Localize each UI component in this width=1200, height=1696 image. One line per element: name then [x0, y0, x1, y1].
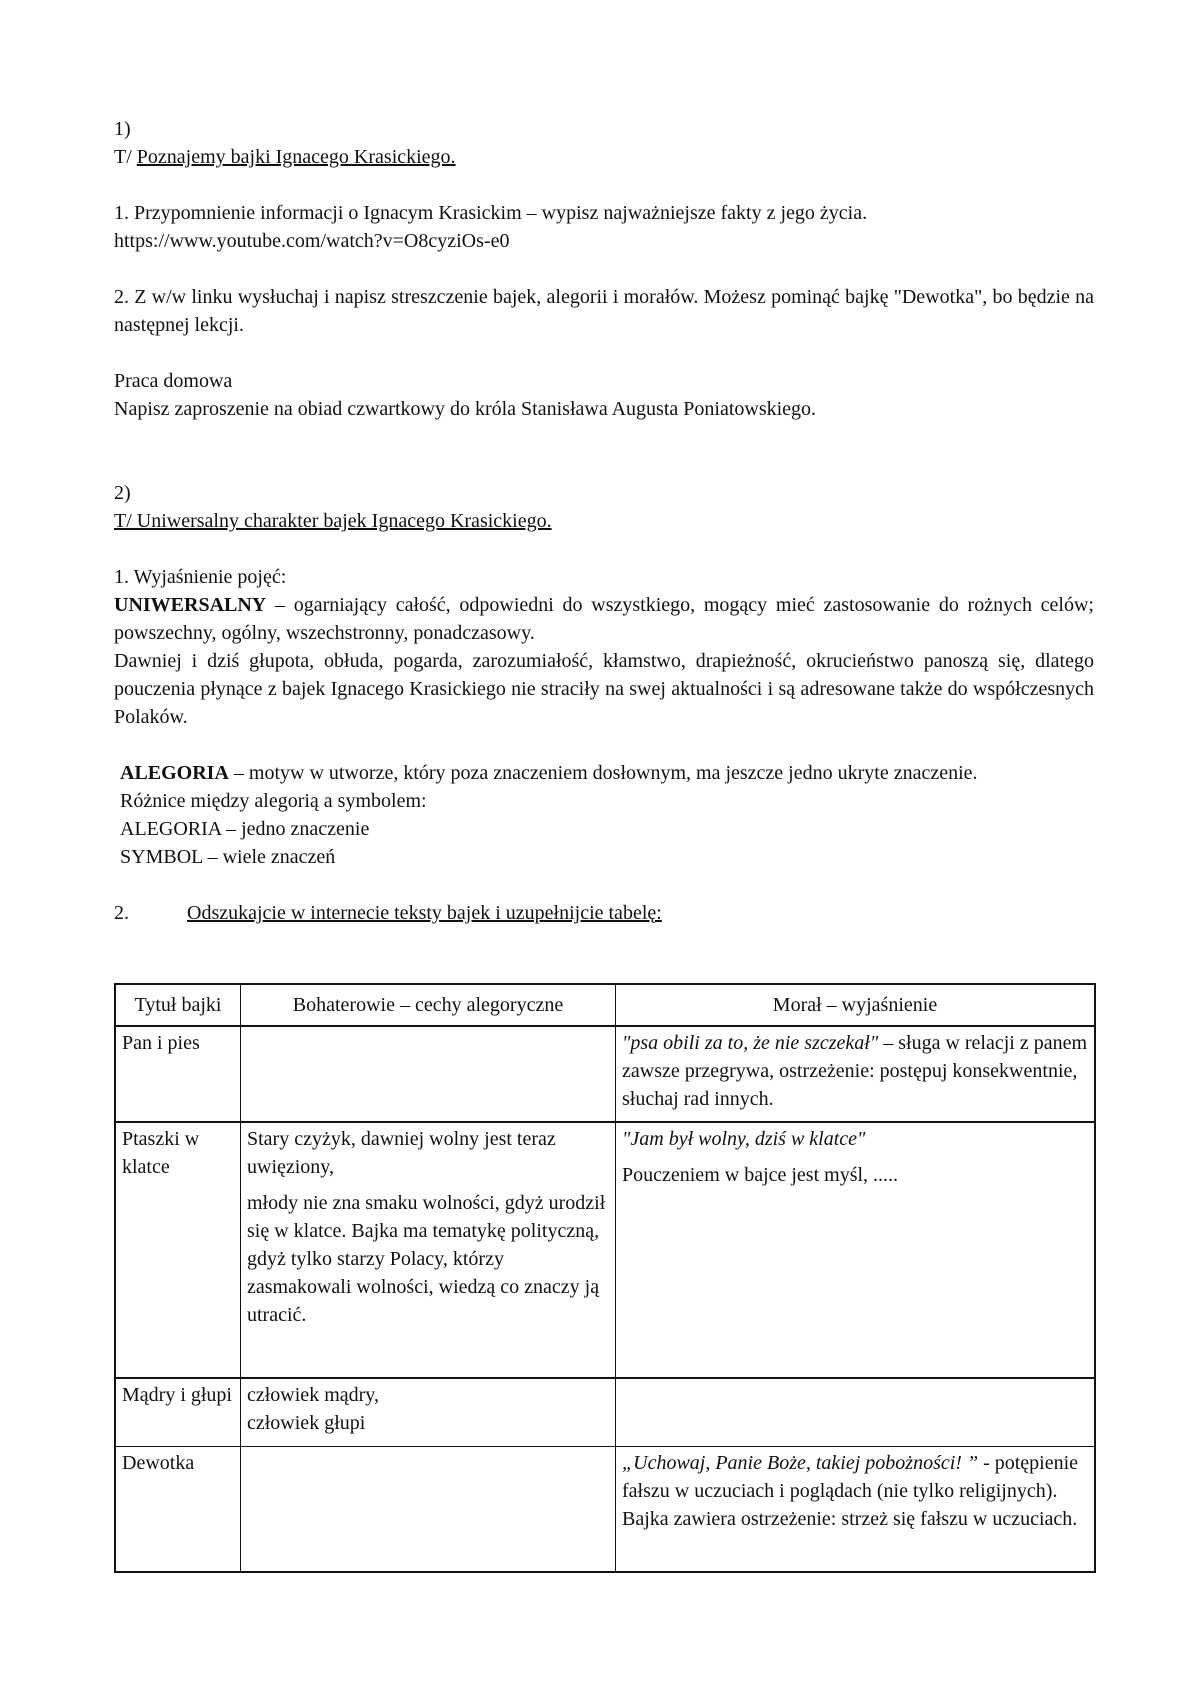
- header-heroes: Bohaterowie – cechy alegoryczne: [241, 984, 616, 1026]
- cell-title: Dewotka: [115, 1446, 241, 1572]
- cell-title: Ptaszki w klatce: [115, 1122, 241, 1378]
- cell-heroes: [241, 1026, 616, 1122]
- cell-moral: [616, 1026, 1096, 1122]
- homework-text: Napisz zaproszenie na obiad czwartkowy do króla Stanisława Augusta Poniatowskiego.: [114, 398, 817, 420]
- diff-symbol: SYMBOL – wiele znaczeń: [120, 846, 336, 868]
- diff-alegoria: ALEGORIA – jedno znaczenie: [120, 818, 370, 840]
- term-alegoria-def: – motyw w utworze, który poza znaczeniem dosłownym, ma jeszcze jedno ukryte znaczenie.: [228, 762, 978, 784]
- section1-topic: [114, 143, 1094, 171]
- homework-title: Praca domowa: [114, 370, 233, 392]
- diff-title: Różnice między alegorią a symbolem:: [120, 790, 427, 812]
- definition-alegoria: [120, 759, 1094, 787]
- moral-quote: "Jam był wolny, dziś w klatce": [622, 1128, 866, 1150]
- section1-number: 1): [114, 118, 131, 140]
- header-moral: Morał – wyjaśnienie: [616, 984, 1096, 1026]
- section2-task1: 1. Wyjaśnienie pojęć:: [114, 566, 287, 588]
- topic-title: Poznajemy bajki Ignacego Krasickiego.: [136, 146, 456, 168]
- cell-moral: [616, 1378, 1096, 1446]
- section2-task2: [114, 899, 1094, 927]
- cell-heroes: [241, 1378, 616, 1446]
- section1-task1: 1. Przypomnienie informacji o Ignacym Krasickim – wypisz najważniejsze fakty z jego życia.: [114, 202, 868, 224]
- task2-number: 2.: [114, 902, 129, 924]
- cell-heroes: [241, 1446, 616, 1572]
- term-uniwersalny: UNIWERSALNY: [114, 594, 267, 616]
- heroes-paragraph: Stary czyżyk, dawniej wolny jest teraz uwięziony,: [247, 1128, 556, 1178]
- topic-prefix: T/: [114, 146, 137, 168]
- moral-quote: „Uchowaj, Panie Boże, takiej pobożności! ”: [622, 1451, 979, 1474]
- cell-title: Mądry i głupi: [115, 1378, 241, 1446]
- moral-text: – sługa w relacji z panem zawsze przegrywa, ostrzeżenie: postępuj konsekwentnie, słuchaj rad innych.: [622, 1032, 1088, 1110]
- fables-table: [114, 983, 1096, 1573]
- document-body: [114, 115, 1094, 927]
- cell-title: Pan i pies: [115, 1026, 241, 1122]
- table-header-row: [115, 984, 1095, 1026]
- cell-moral: [616, 1446, 1096, 1572]
- youtube-link[interactable]: https://www.youtube.com/watch?v=O8cyziOs-e0: [114, 230, 510, 252]
- cell-heroes: [241, 1122, 616, 1378]
- table-row: [115, 1026, 1095, 1122]
- term-alegoria: ALEGORIA: [120, 762, 229, 784]
- section2-topic: T/ Uniwersalny charakter bajek Ignacego Krasickiego.: [114, 510, 552, 532]
- heroes-paragraph: młody nie zna smaku wolności, gdyż urodził się w klatce. Bajka ma tematykę polityczną, gdyż tylko starzy Polacy, którzy zasmakowali wolności, wiedzą co znaczy ją utracić.: [247, 1192, 606, 1326]
- section2-number: 2): [114, 482, 131, 504]
- moral-quote: "psa obili za to, że nie szczekał": [622, 1032, 879, 1054]
- term-uniwersalny-def: – ogarniający całość, odpowiedni do wszystkiego, mogący mieć zastosowanie do rożnych celów; powszechny, ogólny, wszechstronny, ponadczasowy.: [114, 594, 1094, 644]
- header-title: Tytuł bajki: [115, 984, 241, 1026]
- moral-text: Pouczeniem w bajce jest myśl, .....: [622, 1164, 899, 1186]
- section1-task2: 2. Z w/w linku wysłuchaj i napisz streszczenie bajek, alegorii i morałów. Możesz pominąć bajkę "Dewotka", bo będzie na następnej lekcji.: [114, 286, 1094, 336]
- heroes-line: człowiek mądry,: [247, 1384, 379, 1406]
- definition-uniwersalny: [114, 591, 1094, 647]
- section2-paragraph: Dawniej i dziś głupota, obłuda, pogarda, zarozumiałość, kłamstwo, drapieżność, okrucieństwo panoszą się, dlatego pouczenia płynące z bajek Ignacego Krasickiego nie straciły na swej aktualności i są adresowane także do współczesnych Polaków.: [114, 650, 1094, 728]
- table-row: [115, 1122, 1095, 1378]
- moral-text: - potępienie fałszu w uczuciach i poglądach (nie tylko religijnych). Bajka zawiera ostrzeżenie: strzeż się fałszu w uczuciach.: [622, 1451, 1079, 1530]
- heroes-line: człowiek głupi: [247, 1412, 366, 1434]
- task2-text: Odszukajcie w internecie teksty bajek i uzupełnijcie tabelę:: [187, 902, 662, 924]
- table-row: [115, 1378, 1095, 1446]
- cell-moral: [616, 1122, 1096, 1378]
- alegoria-block: [114, 759, 1094, 871]
- table-row: [115, 1446, 1095, 1572]
